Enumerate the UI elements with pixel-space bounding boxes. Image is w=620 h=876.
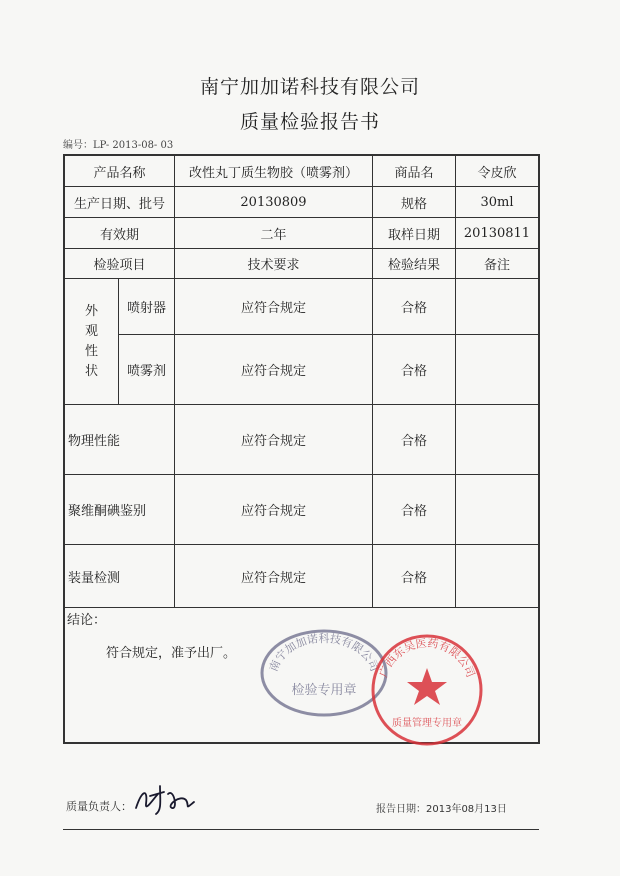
sampling-date-label: 取样日期 — [387, 227, 440, 243]
appearance-label — [65, 279, 118, 404]
fill-volume-result: 合格 — [400, 570, 427, 586]
product-name-value: 改性丸丁质生物胶（喷雾剂） — [188, 165, 358, 181]
spray-result: 合格 — [400, 364, 427, 379]
report-date: 报告日期：2013年08月13日 — [376, 804, 507, 815]
footer-rule — [63, 829, 539, 830]
physical-result: 合格 — [400, 434, 427, 449]
pvp-iodine-label: 聚维酮碘鉴别 — [68, 504, 147, 519]
fill-volume-label: 装量检测 — [68, 570, 121, 586]
fill-volume-requirement: 应符合规定 — [240, 570, 306, 586]
sprayer-label: 喷射器 — [126, 301, 166, 316]
company-name: 南宁加加诺科技有限公司 — [199, 76, 420, 98]
product-name-label: 产品名称 — [93, 165, 146, 181]
conclusion-text: 符合规定，准予出厂。 — [106, 645, 237, 661]
production-date-label: 生产日期、批号 — [73, 196, 165, 212]
appearance-char: 状 — [84, 363, 98, 379]
serial-number: 编号：LP- 2013-08- 03 — [63, 140, 174, 151]
header-note: 备注 — [483, 258, 510, 273]
sampling-date-value: 20130811 — [463, 225, 531, 241]
header-item: 检验项目 — [93, 258, 146, 273]
validity-label: 有效期 — [99, 227, 139, 243]
appearance-char: 外 — [84, 303, 98, 319]
pvp-iodine-requirement: 应符合规定 — [240, 504, 306, 519]
sprayer-result: 合格 — [400, 301, 427, 316]
svg-text:南宁加加诺科技有限公司 — [267, 631, 381, 673]
batch-number-value: 20130809 — [240, 194, 307, 210]
responsible-label: 质量负责人： — [66, 800, 132, 813]
physical-requirement: 应符合规定 — [240, 434, 306, 449]
validity-value: 二年 — [260, 227, 287, 243]
appearance-char: 性 — [84, 343, 98, 359]
trade-name-value: 令皮欣 — [477, 165, 517, 181]
pvp-iodine-result: 合格 — [400, 504, 427, 519]
inspection-seal-outer: 南宁加加诺科技有限公司 — [266, 632, 382, 674]
conclusion-label: 结论： — [67, 612, 107, 628]
appearance-char: 观 — [84, 323, 98, 339]
quality-seal-inner: 质量管理专用章 — [392, 718, 462, 729]
star-icon — [407, 668, 447, 705]
quality-seal — [368, 632, 486, 748]
spec-value: 30ml — [480, 194, 514, 210]
sprayer-requirement: 应符合规定 — [240, 301, 306, 316]
header-requirement: 技术要求 — [247, 258, 300, 273]
spray-label: 喷雾剂 — [126, 364, 166, 379]
inspection-seal-inner: 检验专用章 — [291, 683, 357, 698]
header-result: 检验结果 — [387, 258, 440, 273]
signature — [130, 780, 202, 820]
physical-label: 物理性能 — [68, 434, 121, 449]
spray-requirement: 应符合规定 — [240, 364, 306, 379]
spec-label: 规格 — [400, 196, 427, 212]
quality-seal-outer: 广西东吴医药有限公司 — [376, 636, 478, 680]
document-title: 质量检验报告书 — [239, 111, 380, 133]
trade-name-label: 商品名 — [394, 165, 434, 181]
